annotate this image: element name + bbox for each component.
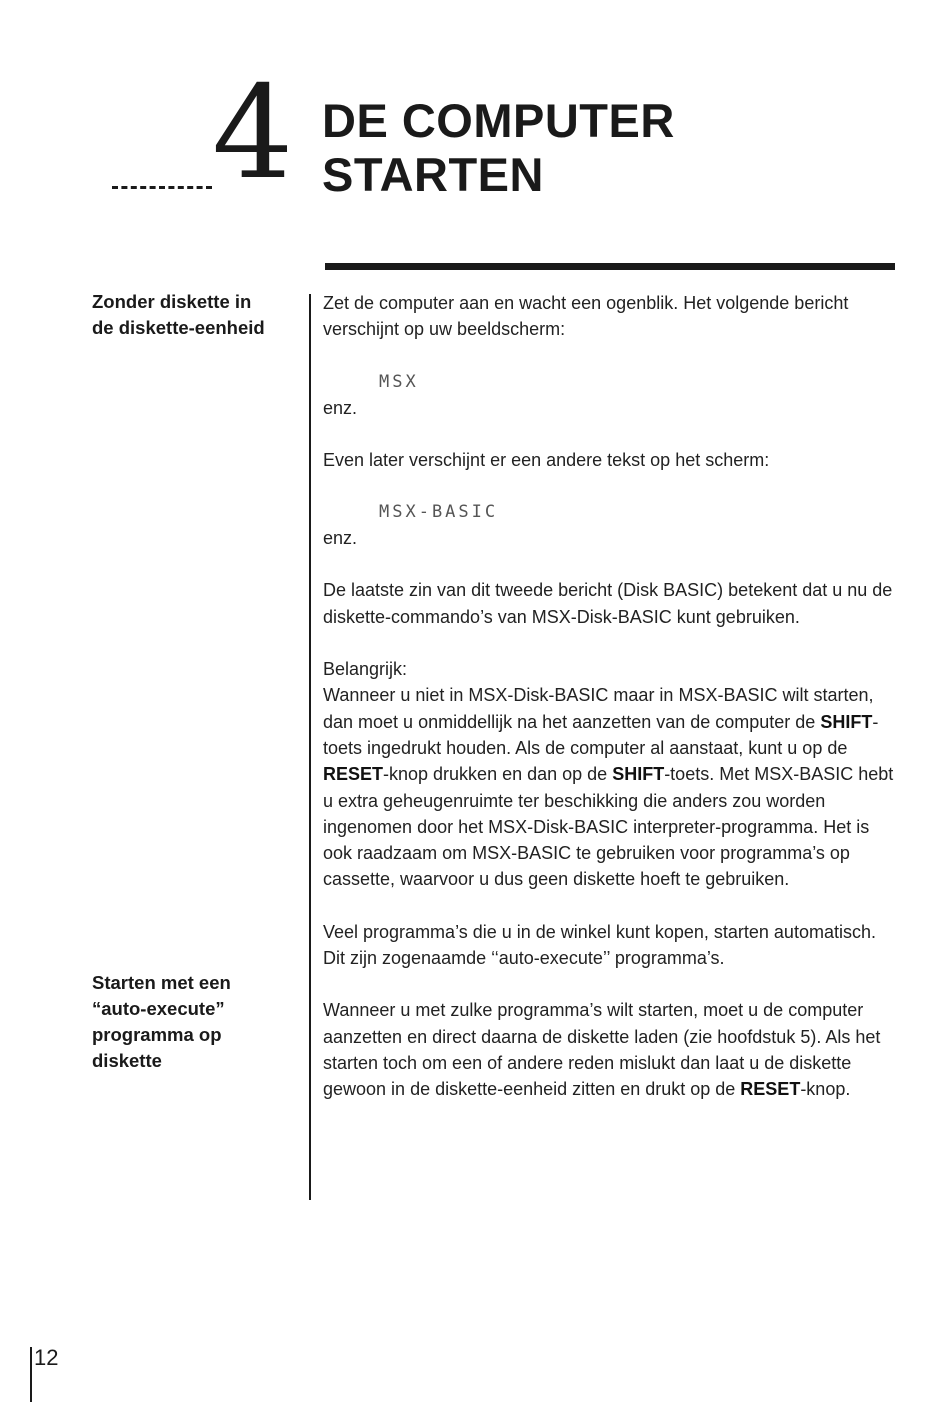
key-name-shift: SHIFT <box>820 711 873 732</box>
paragraph-important <box>323 656 898 893</box>
paragraph: Zet de computer aan en wacht een ogenblik. Het volgende bericht verschijnt op uw beeldscherm: <box>323 293 849 340</box>
side-heading-line: de diskette-eenheid <box>92 317 265 338</box>
paragraph: De laatste zin van dit tweede bericht (Disk BASIC) betekent dat u nu de diskette-commando’s van MSX-Disk-BASIC kunt gebruiken. <box>323 580 893 627</box>
text-run: -knop. <box>800 1079 851 1100</box>
chapter-title-line: STARTEN <box>322 148 544 201</box>
text-run: Wanneer u met zulke programma’s wilt starten, moet u de computer aanzetten en direct daarna de diskette laden (zie hoofdstuk 5). Als het starten toch om een of andere reden mislukt dan laat u de diskette gewoon in de diskette-eenheid zitten en drukt op de <box>323 1000 881 1100</box>
chapter-title-line: DE COMPUTER <box>322 94 675 147</box>
side-heading-line: diskette <box>92 1050 162 1071</box>
screen-output: MSX <box>379 371 419 392</box>
page-number <box>30 1345 58 1371</box>
text-run: -toets ingedrukt houden. Als de computer al aanstaat, kunt u op de <box>323 711 879 758</box>
page-number-text: 12 <box>34 1345 59 1370</box>
paragraph: Veel programma’s die u in de winkel kunt kopen, starten automatisch. Dit zijn zogenaamde ‘‘auto-execute’’ programma’s. <box>323 921 876 969</box>
side-heading-line: Starten met een <box>92 972 231 993</box>
body-text <box>323 290 898 1129</box>
key-name-reset: RESET <box>323 764 384 785</box>
side-heading-zonder-diskette <box>92 289 302 341</box>
title-rule <box>325 263 895 270</box>
chapter-dashes <box>112 186 212 189</box>
chapter-title <box>322 94 675 202</box>
paragraph-enz: enz. <box>323 528 358 549</box>
chapter-number: 4 <box>212 59 294 208</box>
side-heading-line: Zonder diskette in <box>92 291 252 312</box>
side-heading-line: programma op <box>92 1024 222 1045</box>
key-name-shift: SHIFT <box>612 764 665 785</box>
text-run: -knop drukken en dan op de <box>383 764 613 785</box>
text-run: -toets. Met MSX-BASIC hebt u extra geheugenruimte ter beschikking die anders zou worden ingenomen door het MSX-Disk-BASIC interpreter-programma. Het is ook raadzaam om MSX-BASIC te gebruiken voor programma’s op cassette, waarvoor u dus geen diskette hoeft te gebruiken. <box>323 764 894 890</box>
paragraph <box>323 997 898 1102</box>
column-divider <box>309 294 311 1200</box>
side-heading-line: “auto-execute” <box>92 998 225 1019</box>
paragraph-enz: enz. <box>323 397 358 418</box>
side-heading-auto-execute <box>92 970 302 1074</box>
important-label: Belangrijk: <box>323 659 408 680</box>
screen-output: MSX-BASIC <box>379 502 499 523</box>
key-name-reset: RESET <box>740 1079 801 1100</box>
paragraph: Even later verschijnt er een andere tekst op het scherm: <box>323 449 770 470</box>
text-run: Wanneer u niet in MSX-Disk-BASIC maar in MSX-BASIC wilt starten, dan moet u onmiddellijk na het aanzetten van de computer de <box>323 685 874 732</box>
